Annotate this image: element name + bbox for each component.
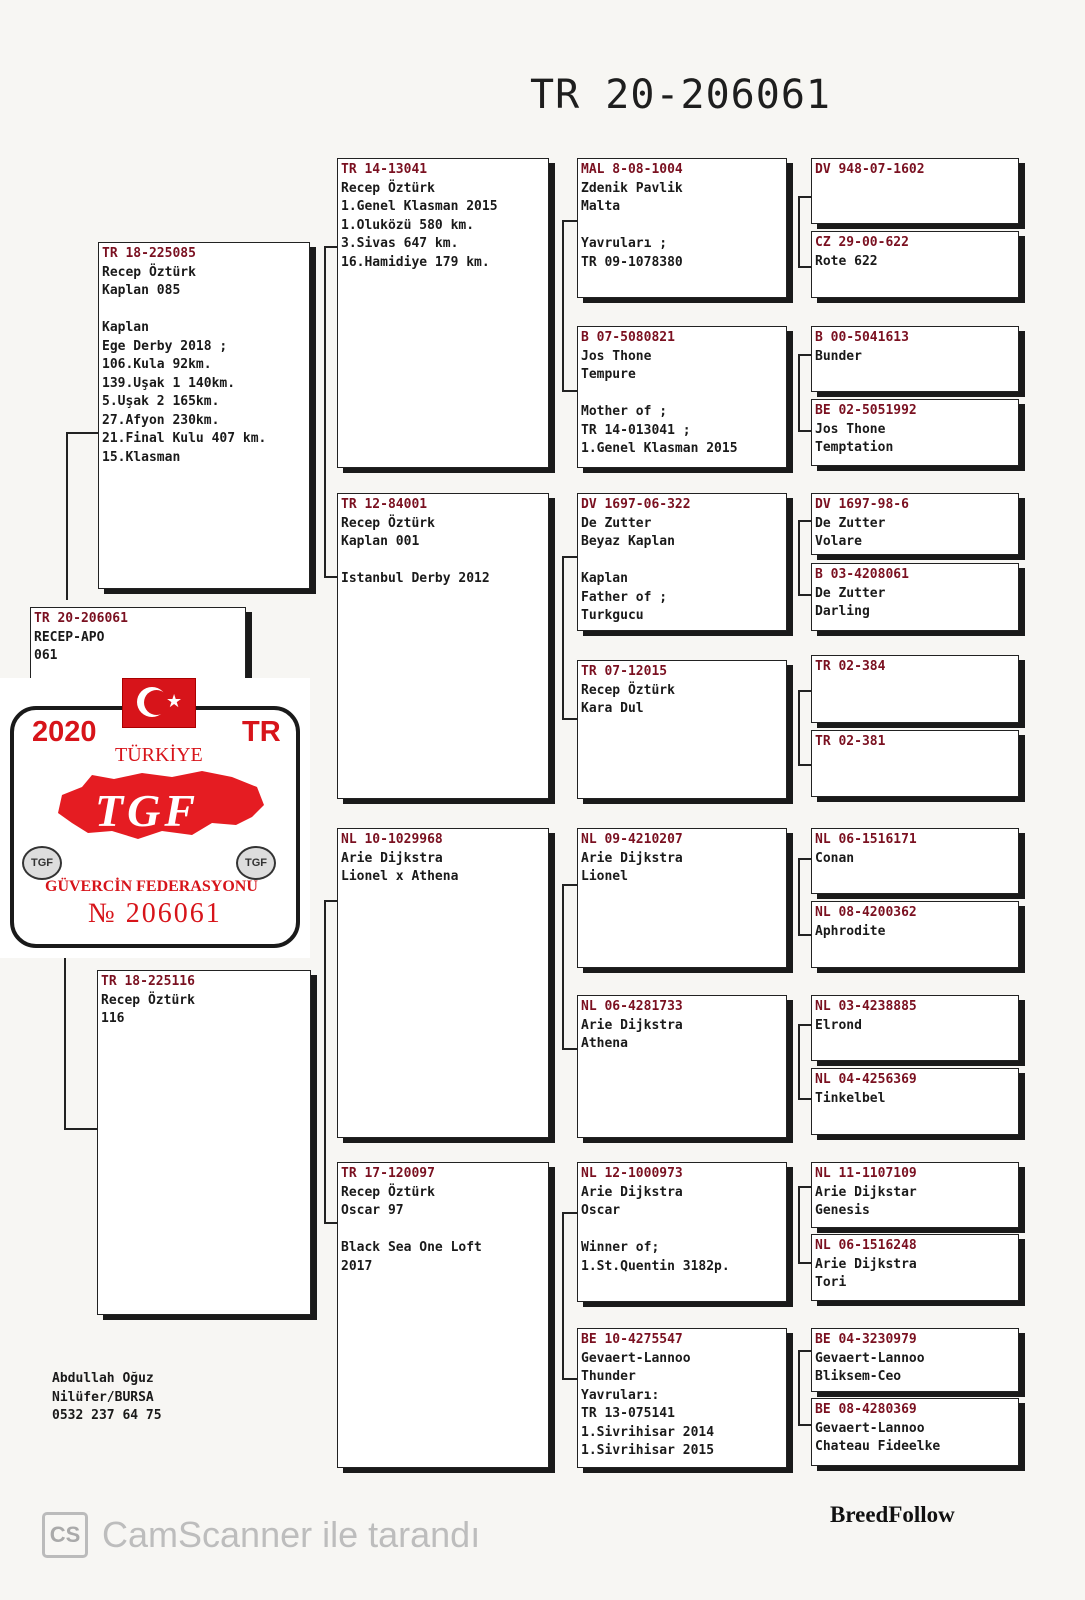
dam-sire-box[interactable] — [337, 828, 549, 1138]
pedigree-line: 1.Genel Klasman 2015 — [581, 441, 738, 456]
connector-line — [798, 354, 800, 430]
dam-sire-dam-box[interactable] — [577, 995, 787, 1138]
connector-line — [66, 432, 100, 434]
pedigree-line: Recep Öztürk — [101, 992, 195, 1008]
pedigree-line: Genesis — [815, 1203, 870, 1218]
connector-line — [324, 246, 338, 248]
pedigree-line: Mother of ; — [581, 404, 668, 419]
pedigree-line: Istanbul Derby 2012 — [341, 571, 490, 586]
connector-line — [798, 1424, 812, 1426]
pedigree-line: TR 14-013041 ; — [581, 422, 691, 438]
connector-line — [324, 900, 326, 1222]
scanner-text: CamScanner ile tarandı — [102, 1514, 481, 1555]
ring-number: TR 20-206061 — [34, 611, 128, 626]
pedigree-line: Volare — [815, 534, 862, 549]
ring-number: TR 12-84001 — [341, 497, 428, 512]
pedigree-line — [581, 385, 783, 404]
badge-number: № 206061 — [88, 898, 222, 929]
ancestor-box-4[interactable] — [811, 399, 1019, 466]
connector-line — [798, 1350, 812, 1352]
pedigree-line — [581, 1221, 783, 1240]
connector-line — [798, 1098, 812, 1100]
owner-phone: 0532 237 64 75 — [52, 1408, 162, 1423]
pedigree-line: Recep Öztürk — [341, 180, 435, 196]
connector-line — [562, 1378, 578, 1380]
pedigree-line: Recep Öztürk — [341, 515, 435, 531]
pedigree-line: 106.Kula 92km. — [102, 357, 212, 372]
pedigree-line: Father of ; — [581, 589, 668, 605]
pedigree-line: TR 09-1078380 — [581, 254, 683, 270]
ring-number: BE 08-4280369 — [815, 1402, 917, 1417]
pedigree-line: 27.Afyon 230km. — [102, 412, 220, 428]
connector-line — [798, 858, 800, 934]
pedigree-line: Lionel — [581, 869, 628, 884]
pedigree-line: Athena — [581, 1036, 628, 1051]
connector-line — [562, 1048, 578, 1050]
ring-number: MAL 8-08-1004 — [581, 162, 683, 177]
pedigree-line: De Zutter — [581, 515, 652, 531]
connector-line — [64, 958, 66, 1128]
pedigree-line: Arie Dijkstra — [581, 1017, 683, 1033]
ancestor-box-9[interactable] — [811, 828, 1019, 894]
ancestor-box-12[interactable] — [811, 1068, 1019, 1135]
badge-federation: GÜVERCİN FEDERASYONU — [45, 878, 258, 895]
badge-country-code: TR — [242, 716, 281, 748]
ring-number: TR 02-384 — [815, 659, 886, 674]
pedigree-line: Gevaert-Lannoo — [581, 1350, 691, 1366]
pedigree-line: 16.Hamidiye 179 km. — [341, 254, 490, 270]
sire-box[interactable] — [98, 242, 310, 589]
ancestor-box-15[interactable] — [811, 1328, 1019, 1392]
pedigree-line: Kaplan — [581, 571, 628, 586]
pedigree-line: Temptation — [815, 440, 894, 455]
ancestor-box-2[interactable] — [811, 231, 1019, 298]
connector-line — [798, 266, 812, 268]
connector-line — [562, 220, 578, 222]
ring-number: NL 10-1029968 — [341, 832, 443, 847]
pedigree-line: 21.Final Kulu 407 km. — [102, 431, 267, 446]
connector-line — [798, 1186, 812, 1188]
pedigree-line: 5.Uşak 2 165km. — [102, 394, 220, 409]
pedigree-line: Tori — [815, 1275, 847, 1290]
ring-number: BE 04-3230979 — [815, 1332, 917, 1347]
pedigree-line: Arie Dijkstra — [581, 1184, 683, 1200]
owner-name: Abdullah Oğuz — [52, 1371, 154, 1386]
ancestor-box-3[interactable] — [811, 326, 1019, 392]
pedigree-line: Recep Öztürk — [581, 682, 675, 698]
pedigree-line: Gevaert-Lannoo — [815, 1420, 925, 1436]
federation-seal-icon: TGF — [236, 846, 276, 880]
pedigree-line: Tinkelbel — [815, 1090, 886, 1106]
connector-line — [798, 1024, 812, 1026]
pedigree-line: Chateau Fideelke — [815, 1439, 941, 1454]
pedigree-line — [102, 301, 306, 320]
ring-number: NL 11-1107109 — [815, 1166, 917, 1181]
pedigree-line: 061 — [34, 648, 58, 663]
pedigree-line: Kaplan 001 — [341, 534, 420, 549]
pedigree-line: Bunder — [815, 348, 862, 364]
connector-line — [798, 196, 812, 198]
pedigree-line: 1.Sivrihisar 2014 — [581, 1424, 715, 1440]
ring-number: NL 03-4238885 — [815, 999, 917, 1014]
ancestor-box-7[interactable] — [811, 655, 1019, 723]
connector-line — [798, 594, 812, 596]
sire-dam-sire-box[interactable] — [577, 493, 787, 631]
connector-line — [798, 520, 800, 594]
pedigree-line: Arie Dijkstra — [341, 850, 443, 866]
pedigree-line: Tempure — [581, 367, 636, 382]
pedigree-line: Malta — [581, 199, 621, 214]
ring-number: NL 12-1000973 — [581, 1166, 683, 1181]
pedigree-line: Aphrodite — [815, 923, 886, 939]
dam-dam-box[interactable] — [337, 1162, 549, 1468]
pedigree-line: Gevaert-Lannoo — [815, 1350, 925, 1366]
pedigree-line: Conan — [815, 850, 855, 866]
badge-logo: TGF — [95, 785, 199, 836]
pedigree-line: 3.Sivas 647 km. — [341, 236, 459, 251]
owner-city: Nilüfer/BURSA — [52, 1389, 154, 1405]
ring-number: TR 14-13041 — [341, 162, 428, 177]
dam-box[interactable] — [97, 970, 311, 1315]
connector-line — [798, 520, 812, 522]
connector-line — [324, 246, 326, 576]
connector-line — [64, 1128, 100, 1130]
ring-number: NL 06-1516248 — [815, 1238, 917, 1253]
pedigree-line: Winner of; — [581, 1240, 660, 1255]
pedigree-line: Lionel x Athena — [341, 869, 459, 884]
ring-number: NL 08-4200362 — [815, 905, 917, 920]
ring-number: TR 18-225085 — [102, 246, 196, 261]
pedigree-line: 1.Oluközü 580 km. — [341, 217, 475, 233]
pedigree-line: 139.Uşak 1 140km. — [102, 375, 236, 391]
connector-line — [798, 934, 812, 936]
turkish-flag-icon: ★ — [122, 678, 196, 728]
pedigree-line: Arie Dijkstra — [581, 850, 683, 866]
pedigree-line — [581, 217, 783, 236]
ancestor-box-11[interactable] — [811, 995, 1019, 1061]
pedigree-line: Thunder — [581, 1369, 636, 1384]
pedigree-line: Beyaz Kaplan — [581, 534, 675, 549]
ancestor-box-1[interactable] — [811, 158, 1019, 224]
pedigree-line: Kaplan 085 — [102, 283, 181, 298]
connector-line — [562, 220, 564, 390]
connector-line — [798, 1186, 800, 1262]
pedigree-line: TR 13-075141 — [581, 1406, 675, 1421]
pedigree-line: Arie Dijkstra — [815, 1256, 917, 1272]
pedigree-line: Ege Derby 2018 ; — [102, 338, 228, 354]
ring-number: BE 02-5051992 — [815, 403, 917, 418]
connector-line — [324, 900, 338, 902]
connector-line — [798, 1262, 812, 1264]
connector-line — [562, 390, 578, 392]
pedigree-line: Kara Dul — [581, 701, 644, 716]
ring-number: TR 07-12015 — [581, 664, 668, 679]
ancestor-box-10[interactable] — [811, 901, 1019, 968]
pedigree-line: Arie Dijkstar — [815, 1184, 917, 1200]
camscanner-icon: CS — [42, 1512, 88, 1558]
pedigree-line: Jos Thone — [815, 421, 886, 437]
connector-line — [562, 884, 564, 1048]
federation-seal-icon: TGF — [22, 846, 62, 880]
connector-line — [324, 576, 338, 578]
ancestor-box-14[interactable] — [811, 1234, 1019, 1301]
connector-line — [798, 858, 812, 860]
pedigree-line: De Zutter — [815, 585, 886, 601]
pedigree-line: Oscar 97 — [341, 1203, 404, 1218]
pedigree-line: 116 — [101, 1011, 125, 1026]
ring-number: DV 948-07-1602 — [815, 162, 925, 177]
ring-number: B 03-4208061 — [815, 567, 909, 582]
connector-line — [562, 718, 578, 720]
connector-line — [798, 1024, 800, 1098]
pedigree-line: RECEP-APO — [34, 629, 105, 645]
ring-number: NL 06-1516171 — [815, 832, 917, 847]
pedigree-line: 2017 — [341, 1258, 373, 1274]
ring-number: NL 04-4256369 — [815, 1072, 917, 1087]
pedigree-line — [341, 552, 545, 571]
connector-line — [324, 1222, 338, 1224]
dam-sire-sire-box[interactable] — [577, 828, 787, 968]
pedigree-line: Recep Öztürk — [102, 264, 196, 280]
connector-line — [562, 884, 578, 886]
dam-dam-sire-box[interactable] — [577, 1162, 787, 1302]
ring-number: TR 17-120097 — [341, 1166, 435, 1181]
pedigree-line: Yavruları ; — [581, 236, 668, 251]
pedigree-line: Yavruları: — [581, 1387, 660, 1403]
ring-number: B 00-5041613 — [815, 330, 909, 345]
connector-line — [562, 556, 578, 558]
connector-line — [798, 764, 812, 766]
connector-line — [798, 430, 812, 432]
pedigree-line: Turkgucu — [581, 608, 644, 623]
connector-line — [798, 354, 812, 356]
scanner-watermark — [42, 1512, 480, 1558]
ring-number: B 07-5080821 — [581, 330, 675, 345]
pedigree-title: TR 20-206061 — [530, 72, 831, 118]
ancestor-box-13[interactable] — [811, 1162, 1019, 1228]
ring-number: NL 06-4281733 — [581, 999, 683, 1014]
badge-year: 2020 — [32, 716, 97, 748]
connector-line — [798, 690, 800, 764]
ancestor-box-8[interactable] — [811, 730, 1019, 797]
badge-country: TÜRKİYE — [115, 744, 203, 766]
connector-line — [66, 432, 68, 600]
ring-number: NL 09-4210207 — [581, 832, 683, 847]
pedigree-line: 1.Sivrihisar 2015 — [581, 1443, 715, 1458]
pedigree-line: De Zutter — [815, 515, 886, 531]
sire-dam-dam-box[interactable] — [577, 660, 787, 799]
ancestor-box-6[interactable] — [811, 563, 1019, 631]
ancestor-box-16[interactable] — [811, 1398, 1019, 1466]
pedigree-line: Elrond — [815, 1017, 862, 1033]
pedigree-line: Zdenik Pavlik — [581, 180, 683, 196]
pedigree-line: 1.Genel Klasman 2015 — [341, 199, 498, 214]
ring-number: TR 02-381 — [815, 734, 886, 749]
pedigree-line: 15.Klasman — [102, 449, 181, 465]
subject-box[interactable] — [30, 607, 246, 681]
sire-dam-box[interactable] — [337, 493, 549, 799]
pedigree-line — [341, 1221, 545, 1240]
ancestor-box-5[interactable] — [811, 493, 1019, 555]
brand-logo: BreedFollow — [830, 1502, 955, 1527]
pedigree-line — [581, 552, 783, 571]
connector-line — [562, 1212, 564, 1378]
pedigree-line: Oscar — [581, 1203, 621, 1218]
pedigree-line: Black Sea One Loft — [341, 1240, 482, 1255]
sire-sire-dam-box[interactable] — [577, 326, 787, 468]
ring-number: CZ 29-00-622 — [815, 235, 909, 250]
connector-line — [798, 690, 812, 692]
connector-line — [562, 1212, 578, 1214]
pedigree-line: Kaplan — [102, 320, 149, 335]
pedigree-line: Darling — [815, 604, 870, 619]
owner-info — [52, 1370, 162, 1426]
ring-number: DV 1697-06-322 — [581, 497, 691, 512]
ring-number: DV 1697-98-6 — [815, 497, 909, 512]
pedigree-line: Jos Thone — [581, 348, 652, 364]
sire-sire-box[interactable] — [337, 158, 549, 468]
sire-sire-sire-box[interactable] — [577, 158, 787, 298]
dam-dam-dam-box[interactable] — [577, 1328, 787, 1468]
connector-line — [562, 556, 564, 718]
pedigree-line: 1.St.Quentin 3182p. — [581, 1258, 730, 1274]
pedigree-line: Recep Öztürk — [341, 1184, 435, 1200]
connector-line — [798, 196, 800, 266]
ring-number: BE 10-4275547 — [581, 1332, 683, 1347]
pedigree-line: Bliksem-Ceo — [815, 1369, 902, 1384]
ring-number: TR 18-225116 — [101, 974, 195, 989]
pedigree-line: Rote 622 — [815, 253, 878, 269]
connector-line — [798, 1350, 800, 1424]
